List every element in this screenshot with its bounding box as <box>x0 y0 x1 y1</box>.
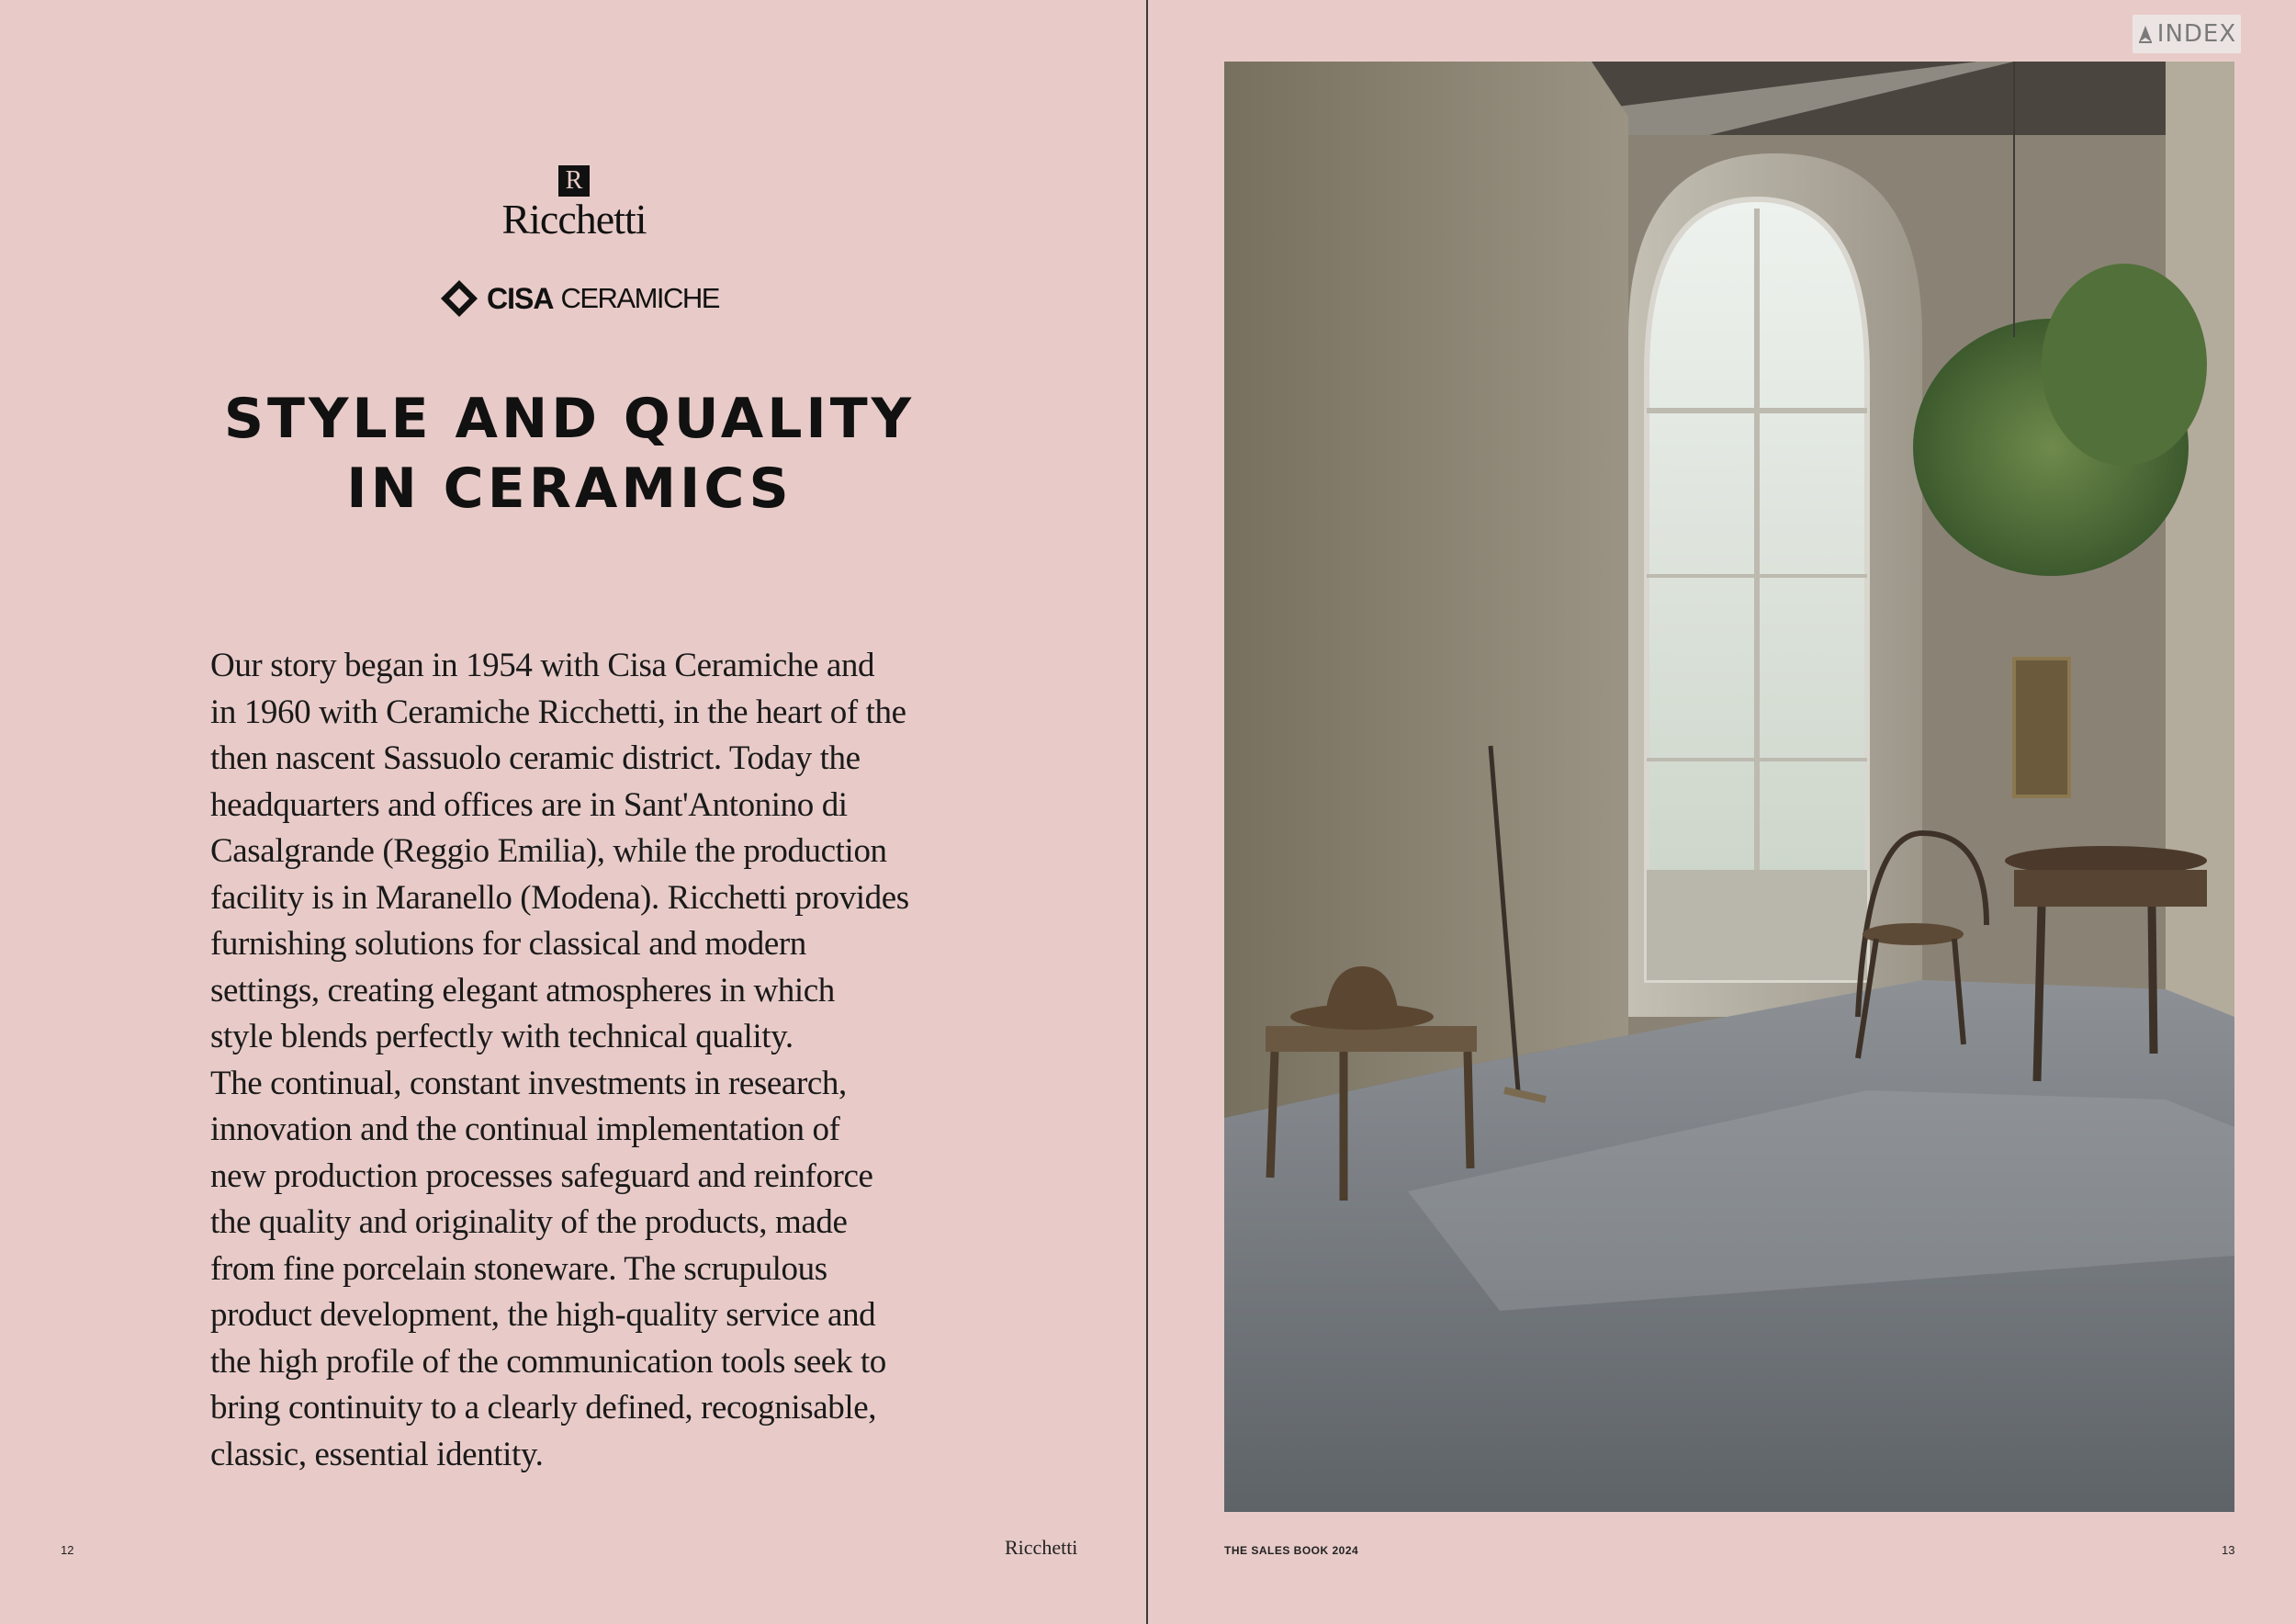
title-line-2: IN CERAMICS <box>346 457 793 521</box>
footer-brand: Ricchetti <box>1005 1536 1078 1559</box>
left-page <box>0 0 1146 1624</box>
page-number-right: 13 <box>2222 1543 2235 1557</box>
page-number-left: 12 <box>61 1543 74 1557</box>
interior-photo <box>1224 62 2234 1512</box>
index-button[interactable] <box>2133 15 2241 53</box>
footer-book-title: THE SALES BOOK 2024 <box>1224 1544 1359 1557</box>
cisa-logo-light: CERAMICHE <box>560 282 719 314</box>
interior-photo-illustration <box>1224 62 2234 1512</box>
ricchetti-logo-wordmark: Ricchetti <box>501 196 647 242</box>
ricchetti-logo-mark: R <box>558 165 590 197</box>
cisa-ceramiche-logo <box>439 277 719 320</box>
body-paragraph: Our story began in 1954 with Cisa Ceramiche and in 1960 with Ceramiche Ricchetti, in the heart of the then nascent Sassuolo ceramic district. Today the headquarters and offices are in Sant'Antonino di Casalgrande (Reggio Emilia), while the production facility is in Maranello (Modena). Ricchetti provides furnishing solutions for classical and modern settings, creating elegant atmospheres in which style blends perfectly with technical quality. The continual, constant investments in research, innovation and the continual implementation of new production processes safeguard and reinforce the quality and originality of the products, made from fine porcelain stoneware. The scrupulous product development, the high-quality service and the high profile of the communication tools seek to bring continuity to a clearly defined, recognisable, classic, essential identity. <box>210 647 909 1473</box>
cisa-diamond-icon <box>439 278 479 319</box>
title-line-1: STYLE AND QUALITY <box>223 387 916 451</box>
cisa-logo-bold: CISA <box>487 281 554 315</box>
index-label: INDEX <box>2156 20 2237 48</box>
arrow-up-icon <box>2137 24 2154 44</box>
page-title <box>165 384 974 524</box>
